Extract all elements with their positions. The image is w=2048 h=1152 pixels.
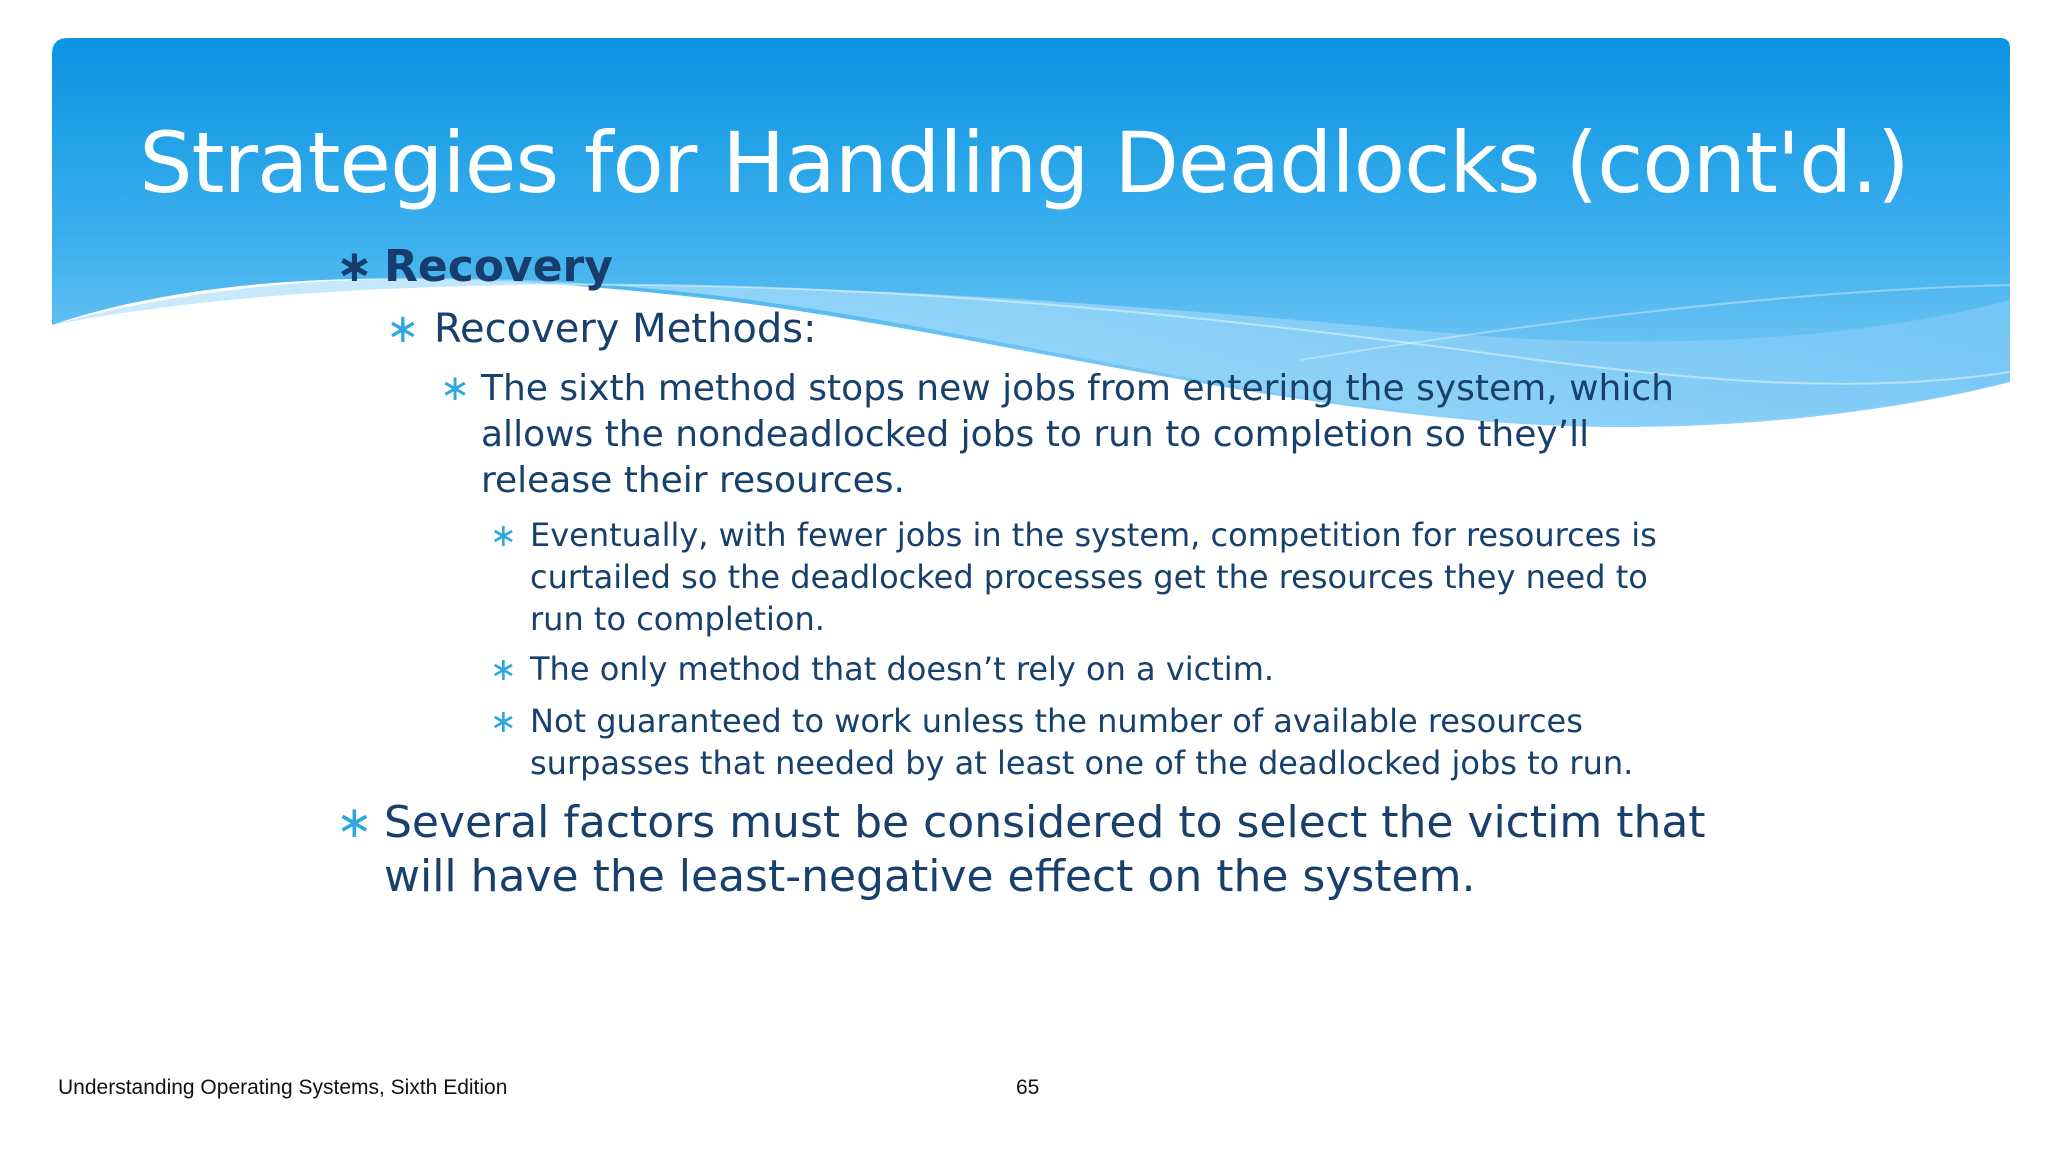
bullet-marker-sixth-method: ∗ [440,368,471,409]
not-guaranteed-line-2: surpasses that needed by at least one of the deadlocked jobs to run. [530,744,1634,782]
sixth-method-line-1: The sixth method stops new jobs from entering the system, which [481,368,1674,409]
eventually-line-3: run to completion. [530,600,825,638]
bullet-recovery-methods: Recovery Methods: [434,306,817,352]
bullet-recovery: Recovery [384,241,613,292]
bullet-marker-not-guaranteed: ∗ [490,702,517,740]
eventually-line-1: Eventually, with fewer jobs in the system, competition for resources is [530,516,1657,554]
bullet-marker-eventually: ∗ [490,516,517,554]
bullet-marker-several-factors: ∗ [336,797,373,848]
only-method-line-1: The only method that doesn’t rely on a victim. [530,650,1275,688]
not-guaranteed-line-1: Not guaranteed to work unless the number of available resources [530,702,1583,740]
bullet-marker-recovery: ∗ [336,241,373,292]
bullet-sixth-method [481,366,1674,504]
sixth-method-line-3: release their resources. [481,460,905,501]
bullet-not-guaranteed [530,700,1633,784]
several-factors-line-1: Several factors must be considered to select the victim that [384,797,1706,848]
bullet-several-factors [384,796,1706,904]
slide-title: Strategies for Handling Deadlocks (cont'd.) [139,114,1909,212]
bullet-only-method [530,648,1274,690]
footer-page-number: 65 [1016,1076,1040,1099]
sixth-method-line-2: allows the nondeadlocked jobs to run to completion so they’ll [481,414,1590,455]
bullet-marker-recovery-methods: ∗ [386,306,420,352]
several-factors-line-2: will have the least-negative effect on the system. [384,851,1476,902]
bullet-marker-only-method: ∗ [490,650,517,688]
eventually-line-2: curtailed so the deadlocked processes get the resources they need to [530,558,1648,596]
bullet-eventually [530,514,1657,640]
footer-source: Understanding Operating Systems, Sixth Edition [58,1076,508,1099]
